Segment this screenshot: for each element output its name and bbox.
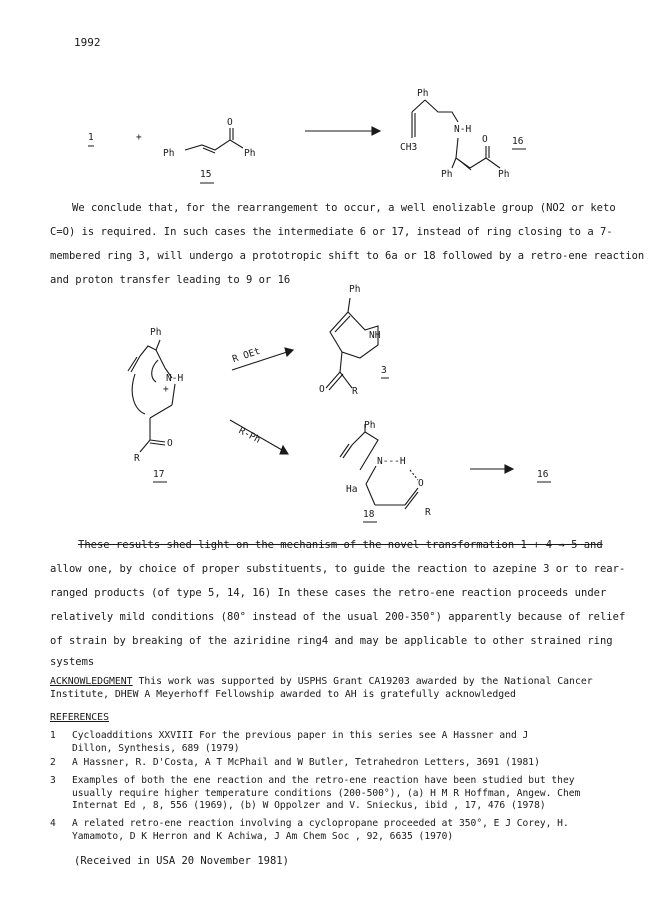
reference-line: Dillon, Synthesis, 689 (1979) xyxy=(72,742,240,754)
reference-item xyxy=(0,730,672,754)
nh-plus-label: N-H xyxy=(166,373,184,384)
oxygen-label: O xyxy=(319,384,325,395)
phenyl-label: Ph xyxy=(349,284,361,295)
compound-15-label: 15 xyxy=(200,169,212,180)
acknowledgment-line: Institute, DHEW A Meyerhoff Fellowship awarded to AH is gratefully acknowledged xyxy=(50,689,516,700)
references-heading: REFERENCES xyxy=(50,712,109,723)
phenyl-label: Ph xyxy=(364,420,376,431)
acknowledgment xyxy=(50,675,593,701)
phenyl-label: Ph xyxy=(441,169,453,180)
reference-item xyxy=(0,775,672,813)
phenyl-label: Ph xyxy=(498,169,510,180)
nh-label: NH xyxy=(369,330,381,341)
nh-label: N-H xyxy=(454,124,472,135)
reference-line: A related retro-ene reaction involving a cyclopropane proceeded at 350°, E J Corey, H. xyxy=(72,818,569,829)
compound-18-label: 18 xyxy=(363,509,375,520)
arrow-bottom-label: R-Ph xyxy=(236,425,263,446)
phenyl-label: Ph xyxy=(163,148,175,159)
paragraph-line: allow one, by choice of proper substituents, to guide the reaction to azepine 3 or to rear- xyxy=(50,563,626,575)
phenyl-label: Ph xyxy=(417,88,429,99)
reference-item xyxy=(0,757,672,771)
compound-1-label: 1 xyxy=(88,132,94,143)
reference-number: 1 xyxy=(50,730,56,741)
n-h-label: N---H xyxy=(377,456,406,467)
oxygen-label: O xyxy=(167,438,173,449)
reference-number: 2 xyxy=(50,757,56,768)
reference-item xyxy=(0,818,672,844)
reference-number: 3 xyxy=(50,775,56,786)
compound-17-label: 17 xyxy=(153,469,165,480)
paragraph-line: C=O) is required. In such cases the intermediate 6 or 17, instead of ring closing to a 7- xyxy=(50,226,613,238)
paragraph-line: ranged products (of type 5, 14, 16) In these cases the retro-ene reaction proceeds under xyxy=(50,587,607,599)
plus-sign: + xyxy=(136,132,142,143)
plus-charge: + xyxy=(163,384,169,395)
phenyl-label: Ph xyxy=(150,327,162,338)
reference-line: Examples of both the ene reaction and the retro-ene reaction have been studied but they xyxy=(72,775,575,786)
paragraph-line: of strain by breaking of the aziridine ring4 and may be applicable to other strained ring xyxy=(50,635,613,647)
reference-line: usually require higher temperature conditions (200-500°), (a) H M R Hoffman, Angew. Chem xyxy=(72,787,581,799)
r-label: R xyxy=(134,453,140,464)
paragraph-line: systems xyxy=(50,656,95,668)
intermediate-18-skeleton xyxy=(352,432,378,470)
reference-line: Internat Ed , 8, 556 (1969), (b) W Oppolzer and V. Snieckus, ibid , 17, 476 (1978) xyxy=(72,800,546,811)
methyl-label: CH3 xyxy=(400,142,418,153)
paragraph-line: We conclude that, for the rearrangement to occur, a well enolizable group (NO2 or keto xyxy=(72,202,616,214)
phenyl-label: Ph xyxy=(244,148,256,159)
compound-16-label: 16 xyxy=(512,136,524,147)
received-date: (Received in USA 20 November 1981) xyxy=(74,855,289,867)
r-label: R xyxy=(425,507,431,518)
reference-line: Cycloadditions XXVIII For the previous paper in this series see A Hassner and J xyxy=(72,730,529,741)
paragraph-2 xyxy=(50,533,625,653)
intermediate-17-skeleton xyxy=(140,346,165,368)
reference-line: Yamamoto, D K Herron and K Achiwa, J Am Chem Soc , 92, 6635 (1970) xyxy=(72,830,454,842)
oxygen-label: O xyxy=(418,478,424,489)
arrow-top-label: R OEt xyxy=(231,345,262,366)
oxygen-label: O xyxy=(227,117,233,128)
page-number: 1992 xyxy=(74,36,101,49)
acknowledgment-heading: ACKNOWLEDGMENT xyxy=(50,676,133,687)
h-alpha-label: Ha xyxy=(346,484,358,495)
paragraph-line: These results shed light on the mechanism of the novel transformation 1 + 4 → 5 and xyxy=(78,539,603,551)
reference-number: 4 xyxy=(50,818,56,829)
paragraph-line: and proton transfer leading to 9 or 16 xyxy=(50,274,291,286)
paragraph-line: membered ring 3, will undergo a prototropic shift to 6a or 18 followed by a retro-ene reaction xyxy=(50,250,645,262)
compound-3-label: 3 xyxy=(381,365,387,376)
oxygen-label: O xyxy=(482,134,488,145)
paragraph-line: relatively mild conditions (80° instead of the usual 200-350°) apparently because of relief xyxy=(50,611,626,623)
acknowledgment-line: This work was supported by USPHS Grant CA19203 awarded by the National Cancer xyxy=(132,676,593,687)
r-label: R xyxy=(352,386,358,397)
compound-16-label: 16 xyxy=(537,469,549,480)
reference-line: A Hassner, R. D'Costa, A T McPhail and W Butler, Tetrahedron Letters, 3691 (1981) xyxy=(72,757,540,768)
